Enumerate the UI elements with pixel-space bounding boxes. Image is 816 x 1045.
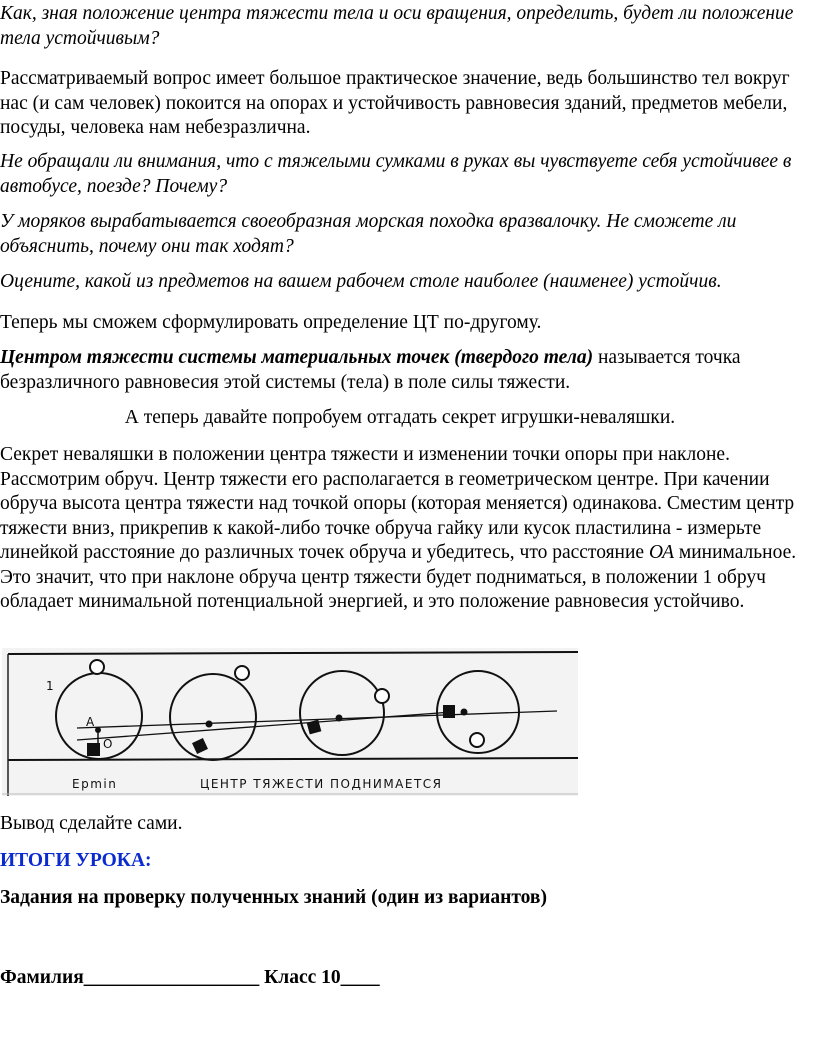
definition-paragraph	[0, 346, 800, 395]
segment-oa: ОА	[648, 542, 674, 563]
label-o: O	[103, 737, 114, 751]
question-desk-objects: Оцените, какой из предметов на вашем рабочем столе наиболее (наименее) устойчив.	[0, 271, 722, 292]
surname-field[interactable]: __________________	[83, 967, 260, 988]
question-bags: Не обращали ли внимания, что с тяжелыми сумками в руках вы чувствуете себя устойчивее в автобусе, поезде? Почему?	[0, 151, 792, 197]
intro-paragraph: Рассматриваемый вопрос имеет большое практическое значение, ведь большинство тел вокруг нас (и сам человек) покоится на опорах и устойчивость равновесия зданий, предметов мебели, посуды, человека нам небезразлична.	[0, 68, 790, 138]
hoop-1-marker	[90, 660, 104, 674]
figure-caption: ЦЕНТР ТЯЖЕСТИ ПОДНИМАЕТСЯ	[200, 777, 443, 791]
question-sailors: У моряков вырабатывается своеобразная морская походка вразвалочку. Не сможете ли объяснить, почему они так ходят?	[0, 211, 737, 257]
surname-label: Фамилия	[0, 967, 84, 988]
summary-heading: ИТОГИ УРОКА:	[0, 850, 152, 871]
hoop-4-weight	[443, 705, 455, 718]
tasks-heading: Задания на проверку полученных знаний (один из вариантов)	[0, 887, 547, 908]
label-epmin: Epmin	[72, 777, 118, 791]
hoop-3	[300, 671, 384, 755]
hoop-3-center	[336, 715, 343, 722]
class-label: Класс 10	[259, 967, 341, 988]
question-stability: Как, зная положение центра тяжести тела и оси вращения, определить, будет ли положение тела устойчивым?	[0, 3, 794, 49]
label-1: 1	[46, 679, 56, 693]
class-field[interactable]: ____	[340, 967, 380, 988]
hoop-diagram	[2, 648, 578, 796]
hoop-text-before: Секрет неваляшки в положении центра тяжести и изменении точки опоры при наклоне. Рассмотрим обруч. Центр тяжести его располагается в геометрическом центре. При качении обруча высота центра тяжести над точкой опоры (которая меняется) одинакова. Сместим центр тяжести вниз, прикрепив к какой-либо точке обруча гайку или кусок пластилина - измерьте линейкой расстояние до различных точек обруча и убедитесь, что расстояние	[0, 444, 795, 563]
definition-term: Центром тяжести системы материальных точек (твердого тела)	[0, 347, 594, 368]
hoop-2-marker	[235, 666, 249, 680]
hoop-paragraph	[0, 443, 800, 615]
student-form-line	[0, 966, 800, 991]
definition-rest: называется точка безразличного равновесия этой системы (тела) в поле силы тяжести.	[0, 347, 741, 393]
definition-intro: Теперь мы сможем сформулировать определение ЦТ по-другому.	[0, 312, 542, 333]
hoop-2-weight	[192, 738, 208, 754]
hoop-4-marker	[470, 733, 484, 747]
hoop-3-marker	[375, 689, 389, 703]
hoop-text-after: минимальное. Это значит, что при наклоне обруча центр тяжести будет подниматься, в положении 1 обруч обладает минимальной потенциальной энергией, и это положение равновесия устойчиво.	[0, 542, 797, 612]
hoop-2	[170, 674, 256, 760]
figure-top-line	[8, 652, 578, 654]
centered-line: А теперь давайте попробуем отгадать секрет игрушки-неваляшки.	[124, 407, 676, 428]
hoop-1-weight	[87, 743, 100, 756]
hoop-4-center	[461, 709, 468, 716]
hoop-figure	[2, 648, 578, 796]
hoop-2-center	[206, 721, 213, 728]
conclusion-line: Вывод сделайте сами.	[0, 813, 183, 834]
label-a: A	[86, 715, 96, 729]
